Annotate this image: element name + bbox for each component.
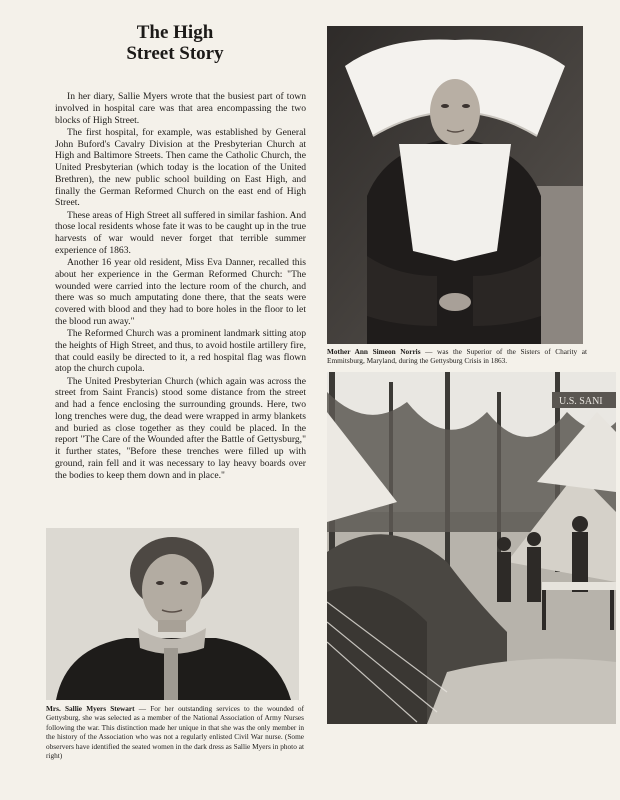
paragraph: These areas of High Street all suffered in similar fashion. And those local residents whose fate it was to be caught up in the true harvests of war would never forget that terrible summer experience of 1863. (55, 209, 306, 256)
sallie-myers-portrait-photo (46, 528, 299, 700)
paragraph: The Reformed Church was a prominent landmark sitting atop the heights of High Street, and thus, to avoid hostile artillery fire, that could easily be directed to it, a red hospital flag was flown atop the church cupola. (55, 328, 306, 375)
sallie-caption (46, 704, 304, 760)
article-body (55, 91, 306, 482)
nun-portrait-photo (327, 26, 583, 344)
title-line-2: Street Story (126, 43, 224, 64)
paragraph: Another 16 year old resident, Miss Eva Danner, recalled this about her experience in the German Reformed Church: "The wounded were carried into the lecture room of the church, and there was so much amputating done there, that the seats were covered with blood and they had to bore holes in the floor to let the blood run away." (55, 257, 306, 327)
caption-text: — For her outstanding services to the wounded of Gettysburg, she was selected as a member of the National Association of Army Nurses following the war. This distinction made her unique in that she was the only member in the history of the Association who was not a regularly enlisted Civil War nurse. (Some observers have identified the seated women in the dark dress as Sallie Myers in photo at right) (46, 704, 304, 761)
caption-name: Mother Ann Simeon Norris (327, 347, 421, 356)
title-line-1: The High (136, 22, 214, 43)
paragraph: The United Presbyterian Church (which again was across the street from Saint Francis) stood some distance from the street and had a fence enclosing the surrounding grounds. Here, two long trenches were dug, the dead were wrapped in army blankets and buried as close together as they could be placed. In the report "The Care of the Wounded after the Battle of Gettysburg," it further states, "Before these trenches were filled up with ground, rain fell and it was necessary to lay heavy boards over the bodies to keep them down and in place." (55, 375, 306, 481)
caption-name: Mrs. Sallie Myers Stewart (46, 704, 135, 713)
field-hospital-camp-photo (327, 372, 616, 724)
nun-caption (327, 347, 587, 366)
paragraph: In her diary, Sallie Myers wrote that the busiest part of town involved in hospital care was that area encompassing the two blocks of High Street. (55, 91, 306, 126)
paragraph: The first hospital, for example, was established by General John Buford's Cavalry Division at the Presbyterian Church at High and Baltimore Streets. Then came the Catholic Church, the United Presbyterian (which today is the location of the United Brethren), the new public school building on East High, and finally the German Reformed Church on the east end of High Street. (55, 126, 306, 209)
article-title (40, 22, 310, 64)
tent-sign-text: U.S. SANI (559, 396, 603, 407)
caption-text: — was the Superior of the Sisters of Charity at Emmitsburg, Maryland, during the Gettysburg Crisis in 1863. (327, 347, 587, 366)
